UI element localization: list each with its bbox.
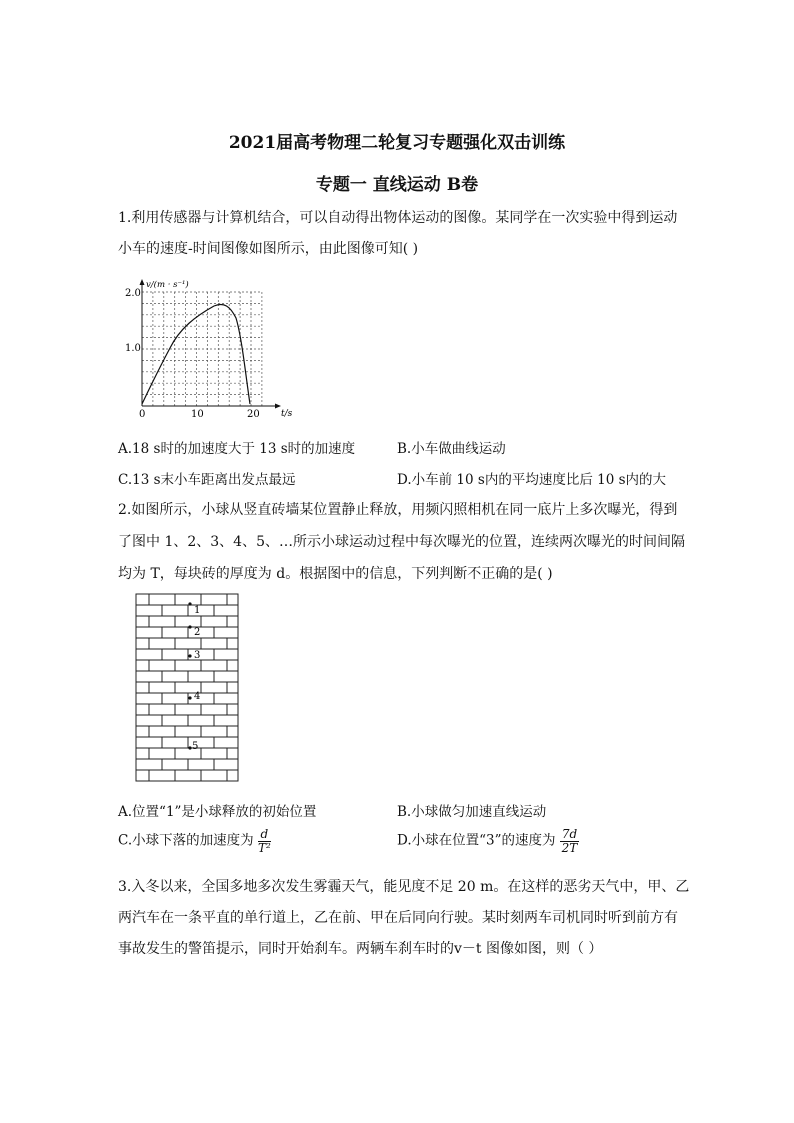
brick [149, 638, 175, 649]
brick [136, 627, 162, 638]
brick [227, 638, 238, 649]
brick [149, 682, 175, 693]
brick [136, 759, 162, 770]
ball-position-2 [188, 625, 191, 628]
brick [214, 715, 238, 726]
fraction-denominator: 2T [561, 840, 578, 855]
brick [175, 770, 201, 781]
position-label-2: 2 [194, 627, 201, 638]
brick [136, 693, 162, 704]
brick [214, 671, 238, 682]
brick [162, 737, 188, 748]
q2-option-d[interactable] [397, 828, 579, 854]
brick [136, 726, 149, 737]
brick [227, 748, 238, 759]
brick [149, 616, 175, 627]
brick [201, 748, 227, 759]
position-label-1: 1 [194, 605, 201, 616]
brick [227, 704, 238, 715]
brick [227, 682, 238, 693]
brick [188, 759, 214, 770]
x-axis-label: t/s [281, 409, 293, 419]
brick [149, 770, 175, 781]
brick [136, 594, 149, 605]
y-tick-2: 2.0 [125, 288, 141, 299]
brick [201, 660, 227, 671]
q2-option-c[interactable] [118, 828, 271, 854]
brick [149, 748, 175, 759]
position-label-5: 5 [192, 741, 199, 752]
brick [136, 770, 149, 781]
q2-option-c-fraction [258, 828, 271, 854]
x-tick-0: 0 [139, 409, 146, 420]
brick [162, 671, 188, 682]
brick [149, 594, 175, 605]
q1-velocity-time-graph [118, 278, 298, 420]
q2-option-d-text: D.小球在位置“3”的速度为 [397, 832, 556, 849]
q2-option-b[interactable]: B.小球做匀加速直线运动 [397, 804, 547, 820]
brick [227, 616, 238, 627]
brick [214, 759, 238, 770]
ball-position-1 [188, 602, 191, 605]
brick [162, 605, 188, 616]
brick [227, 660, 238, 671]
ball-positions [188, 602, 200, 752]
brick [214, 693, 238, 704]
brick [175, 638, 201, 649]
brick [227, 594, 238, 605]
q1-option-b[interactable]: B.小车做曲线运动 [397, 441, 506, 457]
q1-stem-line-2: 小车的速度-时间图像如图所示，由此图像可知( ) [118, 241, 419, 257]
q3-stem-line-2: 两汽车在一条平直的单行道上，乙在前、甲在后同向行驶。某时刻两车司机同时听到前方有 [118, 910, 678, 926]
brick [227, 770, 238, 781]
q2-option-a[interactable]: A.位置“1”是小球释放的初始位置 [118, 804, 317, 820]
brick [214, 737, 238, 748]
fraction-denominator: T² [257, 840, 271, 855]
brick [201, 638, 227, 649]
document-title: 2021届高考物理二轮复习专题强化双击训练 [228, 133, 566, 153]
brick [136, 649, 162, 660]
brick [175, 616, 201, 627]
brick [149, 660, 175, 671]
brick [188, 605, 214, 616]
brick [162, 649, 188, 660]
ball-position-3 [188, 654, 191, 657]
brick [136, 715, 162, 726]
document-subtitle: 专题一 直线运动 B卷 [315, 175, 479, 195]
q3-stem-line-1: 3.入冬以来，全国多地多次发生雾霾天气，能见度不足 20 m。在这样的恶劣天气中，甲、乙 [118, 879, 690, 895]
brick [201, 594, 227, 605]
brick [175, 704, 201, 715]
brick [214, 649, 238, 660]
brick [201, 726, 227, 737]
brick [136, 704, 149, 715]
q2-stem-line-1: 2.如图所示，小球从竖直砖墙某位置静止释放，用频闪照相机在同一底片上多次曝光，得到 [118, 502, 678, 518]
brick [162, 759, 188, 770]
x-tick-20: 20 [247, 409, 260, 420]
brick-wall [136, 594, 238, 781]
q2-brick-wall-figure [130, 592, 245, 786]
brick [188, 693, 214, 704]
q2-option-d-fraction [560, 828, 579, 854]
brick [201, 682, 227, 693]
brick [201, 704, 227, 715]
brick [136, 605, 162, 616]
brick [149, 726, 175, 737]
velocity-curve [142, 305, 250, 405]
y-tick-1: 1.0 [125, 343, 141, 354]
brick [175, 660, 201, 671]
brick [149, 704, 175, 715]
ball-position-4 [188, 696, 191, 699]
brick [201, 770, 227, 781]
brick [162, 693, 188, 704]
brick [136, 748, 149, 759]
brick [188, 649, 214, 660]
brick [162, 627, 188, 638]
brick [188, 671, 214, 682]
y-axis-arrow [140, 279, 145, 285]
q2-stem-line-2: 了图中 1、2、3、4、5、…所示小球运动过程中每次曝光的位置，连续两次曝光的时间间隔 [118, 534, 685, 550]
brick [136, 638, 149, 649]
q3-stem-line-3: 事故发生的警笛提示，同时开始刹车。两辆车刹车时的v－t 图像如图，则（ ） [118, 941, 603, 957]
brick [175, 726, 201, 737]
graph-grid [142, 292, 262, 406]
q2-stem-line-3: 均为 T，每块砖的厚度为 d。根据图中的信息，下列判断不正确的是( ) [118, 566, 553, 582]
brick [136, 682, 149, 693]
brick [227, 726, 238, 737]
brick [214, 627, 238, 638]
brick [175, 594, 201, 605]
brick [188, 627, 214, 638]
q1-option-a[interactable]: A.18 s时的加速度大于 13 s时的加速度 [118, 441, 356, 457]
x-axis-arrow [275, 404, 281, 409]
brick [214, 605, 238, 616]
q1-option-d[interactable]: D.小车前 10 s内的平均速度比后 10 s内的大 [397, 472, 667, 488]
position-label-3: 3 [194, 650, 201, 661]
y-axis-label: v/(m · s⁻¹) [146, 280, 189, 290]
brick [201, 616, 227, 627]
q1-stem-line-1: 1.利用传感器与计算机结合，可以自动得出物体运动的图像。某同学在一次实验中得到运动 [118, 210, 678, 226]
fraction-numerator: 7d [561, 827, 578, 841]
brick [136, 616, 149, 627]
position-label-4: 4 [194, 691, 201, 702]
brick [136, 737, 162, 748]
brick [136, 671, 162, 682]
fraction-numerator: d [258, 828, 271, 842]
q1-option-c[interactable]: C.13 s末小车距离出发点最远 [118, 472, 296, 488]
brick [162, 715, 188, 726]
brick [136, 660, 149, 671]
q2-option-c-text: C.小球下落的加速度为 [118, 832, 254, 849]
x-tick-10: 10 [191, 409, 204, 420]
brick [188, 715, 214, 726]
